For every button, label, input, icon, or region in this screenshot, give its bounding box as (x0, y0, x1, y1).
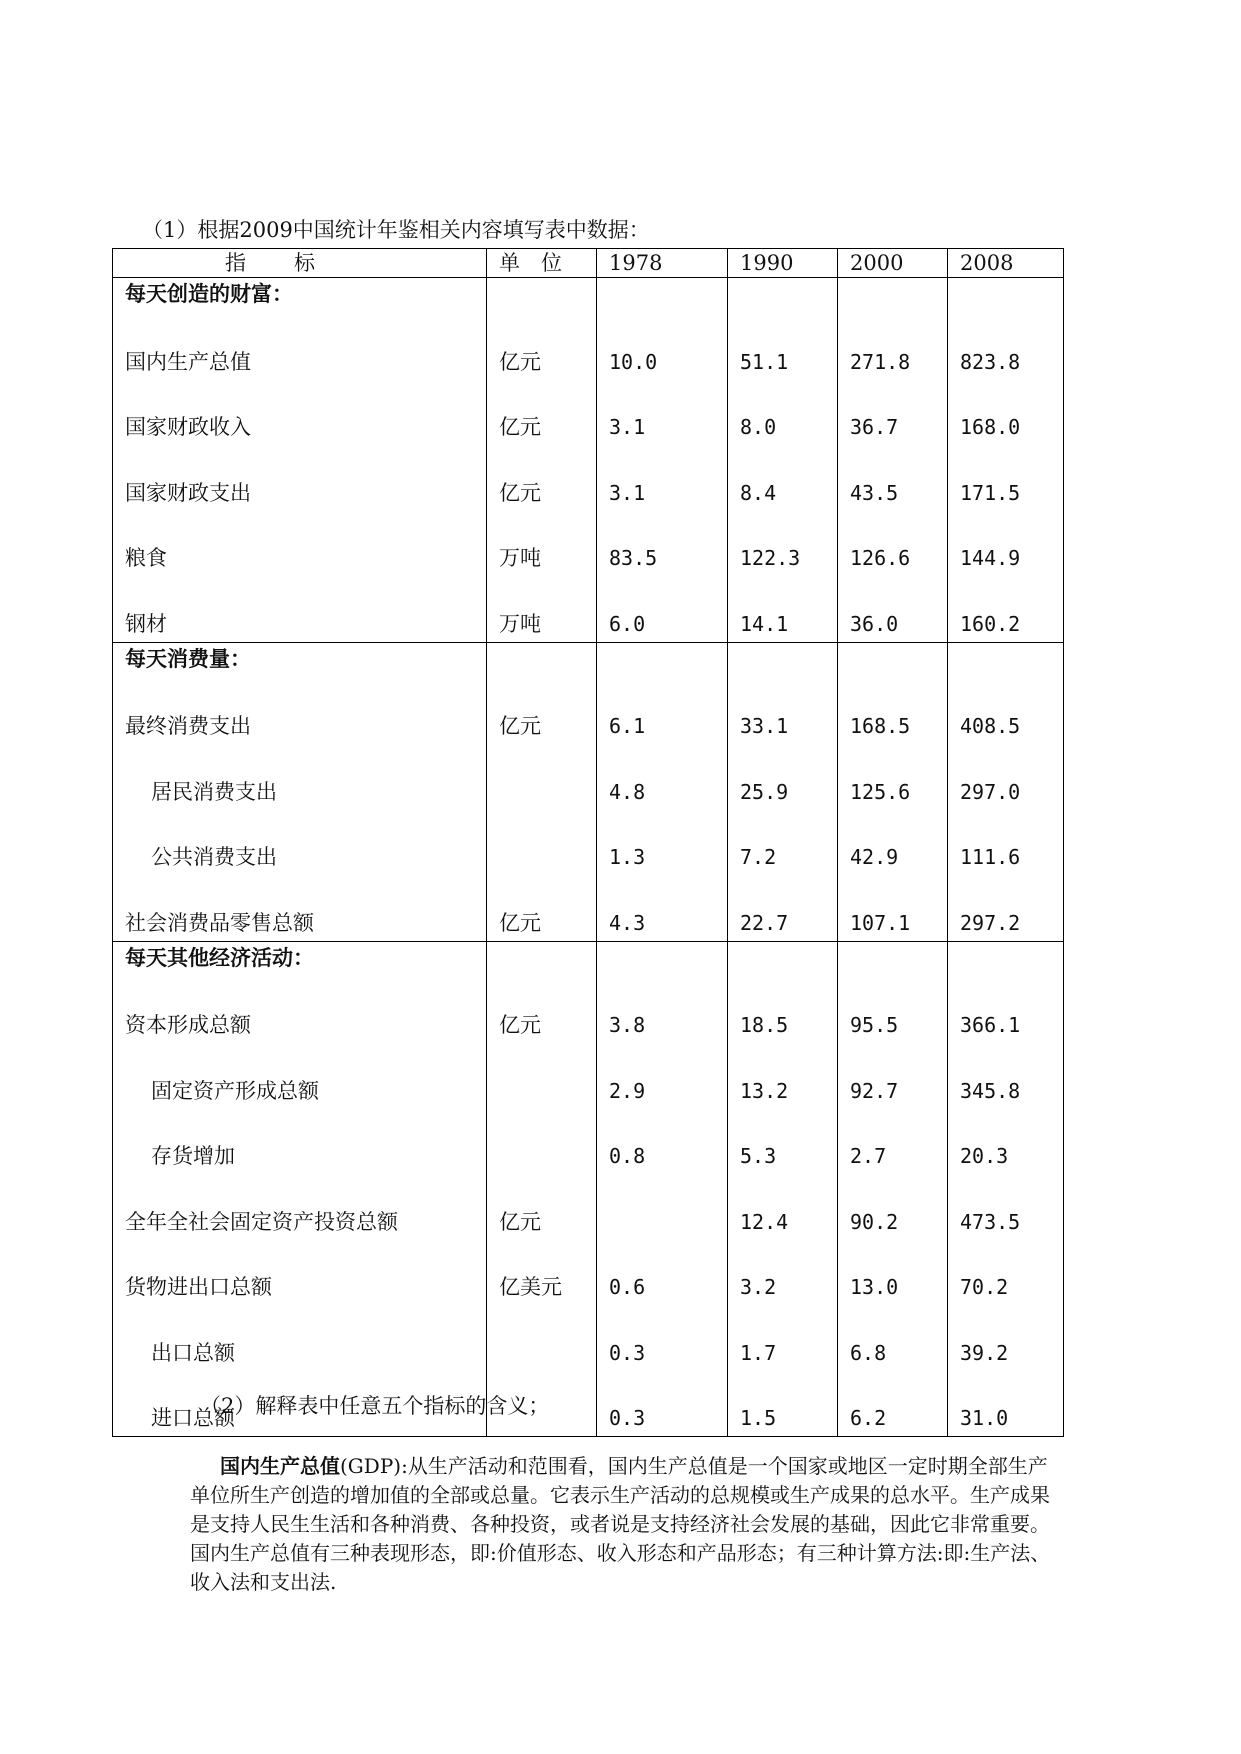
value-cell: 408.5 (948, 679, 1064, 745)
unit-cell (487, 1305, 597, 1371)
empty-cell (597, 941, 728, 978)
value-cell: 4.8 (597, 744, 728, 810)
table-row (113, 511, 1064, 577)
value-cell: 42.9 (838, 810, 948, 876)
value-cell: 13.2 (728, 1043, 838, 1109)
unit-cell (487, 810, 597, 876)
unit-cell: 亿元 (487, 978, 597, 1044)
question-2-text: （2）解释表中任意五个指标的含义； (200, 1394, 550, 1418)
value-cell: 345.8 (948, 1043, 1064, 1109)
value-cell: 7.2 (728, 810, 838, 876)
value-cell: 6.2 (838, 1371, 948, 1437)
table-row (113, 1109, 1064, 1175)
value-cell: 95.5 (838, 978, 948, 1044)
section-header-row (113, 278, 1064, 315)
table-row (113, 576, 1064, 642)
empty-cell (948, 642, 1064, 679)
value-cell: 823.8 (948, 314, 1064, 380)
value-cell: 3.1 (597, 445, 728, 511)
unit-cell: 万吨 (487, 576, 597, 642)
value-cell: 83.5 (597, 511, 728, 577)
value-cell: 171.5 (948, 445, 1064, 511)
value-cell: 2.7 (838, 1109, 948, 1175)
value-cell: 12.4 (728, 1174, 838, 1240)
empty-cell (487, 278, 597, 315)
value-cell: 1.7 (728, 1305, 838, 1371)
unit-cell (487, 744, 597, 810)
header-indicator: 指 标 (113, 249, 487, 278)
value-cell: 3.2 (728, 1240, 838, 1306)
table-row (113, 978, 1064, 1044)
header-year: 2000 (838, 249, 948, 278)
empty-cell (948, 941, 1064, 978)
section-header-row (113, 941, 1064, 978)
value-cell: 13.0 (838, 1240, 948, 1306)
empty-cell (838, 278, 948, 315)
empty-cell (948, 278, 1064, 315)
value-cell: 297.0 (948, 744, 1064, 810)
header-year: 1990 (728, 249, 838, 278)
table-row (113, 380, 1064, 446)
unit-cell: 亿元 (487, 875, 597, 941)
value-cell: 1.3 (597, 810, 728, 876)
gdp-term: 国内生产总值 (220, 1454, 340, 1478)
empty-cell (728, 642, 838, 679)
unit-cell (487, 1109, 597, 1175)
value-cell: 25.9 (728, 744, 838, 810)
indicator-name: 出口总额 (113, 1305, 487, 1371)
empty-cell (597, 278, 728, 315)
header-year: 1978 (597, 249, 728, 278)
value-cell: 33.1 (728, 679, 838, 745)
table-row (113, 875, 1064, 941)
empty-cell (597, 642, 728, 679)
value-cell: 18.5 (728, 978, 838, 1044)
section-title: 每天消费量： (113, 642, 487, 679)
value-cell: 4.3 (597, 875, 728, 941)
empty-cell (487, 941, 597, 978)
value-cell: 271.8 (838, 314, 948, 380)
value-cell: 14.1 (728, 576, 838, 642)
value-cell: 43.5 (838, 445, 948, 511)
value-cell: 473.5 (948, 1174, 1064, 1240)
question-1-text: （1）根据2009中国统计年鉴相关内容填写表中数据： (142, 218, 650, 242)
value-cell: 8.0 (728, 380, 838, 446)
unit-cell: 亿元 (487, 314, 597, 380)
indicator-name: 国家财政支出 (113, 445, 487, 511)
unit-cell: 亿元 (487, 380, 597, 446)
value-cell: 0.3 (597, 1371, 728, 1437)
header-unit: 单 位 (487, 249, 597, 278)
table-header-row (113, 249, 1064, 278)
table-row (113, 445, 1064, 511)
indicator-name: 货物进出口总额 (113, 1240, 487, 1306)
indicator-name: 固定资产形成总额 (113, 1043, 487, 1109)
value-cell: 92.7 (838, 1043, 948, 1109)
indicator-name: 粮食 (113, 511, 487, 577)
value-cell: 51.1 (728, 314, 838, 380)
value-cell: 0.3 (597, 1305, 728, 1371)
value-cell: 1.5 (728, 1371, 838, 1437)
value-cell: 90.2 (838, 1174, 948, 1240)
section-title: 每天其他经济活动： (113, 941, 487, 978)
unit-cell: 万吨 (487, 511, 597, 577)
unit-cell: 亿元 (487, 679, 597, 745)
value-cell: 36.0 (838, 576, 948, 642)
value-cell: 5.3 (728, 1109, 838, 1175)
value-cell: 0.8 (597, 1109, 728, 1175)
gdp-definition-body: (GDP):从生产活动和范围看，国内生产总值是一个国家或地区一定时期全部生产单位所生产创造的增加值的全部或总量。它表示生产活动的总规模或生产成果的总水平。生产成果是支持人民生生活和各种消费、各种投资，或者说是支持经济社会发展的基础，因此它非常重要。国内生产总值有三种表现形态，即:价值形态、收入形态和产品形态；有三种计算方法:即:生产法、收入法和支出法. (190, 1454, 1051, 1594)
value-cell: 20.3 (948, 1109, 1064, 1175)
value-cell (597, 1174, 728, 1240)
indicator-name: 居民消费支出 (113, 744, 487, 810)
unit-cell (487, 1043, 597, 1109)
value-cell: 366.1 (948, 978, 1064, 1044)
value-cell: 31.0 (948, 1371, 1064, 1437)
table-row (113, 810, 1064, 876)
indicator-name: 全年全社会固定资产投资总额 (113, 1174, 487, 1240)
indicator-name: 国家财政收入 (113, 380, 487, 446)
empty-cell (728, 278, 838, 315)
value-cell: 297.2 (948, 875, 1064, 941)
empty-cell (838, 941, 948, 978)
section-header-row (113, 642, 1064, 679)
table-row (113, 1174, 1064, 1240)
value-cell: 160.2 (948, 576, 1064, 642)
indicator-name: 存货增加 (113, 1109, 487, 1175)
indicator-name: 钢材 (113, 576, 487, 642)
empty-cell (728, 941, 838, 978)
unit-cell: 亿元 (487, 1174, 597, 1240)
header-year: 2008 (948, 249, 1064, 278)
value-cell: 111.6 (948, 810, 1064, 876)
indicator-name: 社会消费品零售总额 (113, 875, 487, 941)
value-cell: 36.7 (838, 380, 948, 446)
value-cell: 168.5 (838, 679, 948, 745)
table-row (113, 314, 1064, 380)
statistics-table (112, 248, 1064, 1437)
unit-cell: 亿美元 (487, 1240, 597, 1306)
empty-cell (487, 642, 597, 679)
value-cell: 144.9 (948, 511, 1064, 577)
value-cell: 70.2 (948, 1240, 1064, 1306)
value-cell: 10.0 (597, 314, 728, 380)
table-row (113, 1305, 1064, 1371)
table-row (113, 679, 1064, 745)
value-cell: 0.6 (597, 1240, 728, 1306)
empty-cell (838, 642, 948, 679)
table-row (113, 1240, 1064, 1306)
value-cell: 107.1 (838, 875, 948, 941)
value-cell: 6.8 (838, 1305, 948, 1371)
table-row (113, 744, 1064, 810)
section-title: 每天创造的财富： (113, 278, 487, 315)
value-cell: 168.0 (948, 380, 1064, 446)
value-cell: 6.1 (597, 679, 728, 745)
indicator-name: 国内生产总值 (113, 314, 487, 380)
value-cell: 6.0 (597, 576, 728, 642)
value-cell: 3.8 (597, 978, 728, 1044)
unit-cell: 亿元 (487, 445, 597, 511)
indicator-name: 资本形成总额 (113, 978, 487, 1044)
gdp-definition-paragraph (190, 1452, 1060, 1597)
value-cell: 22.7 (728, 875, 838, 941)
indicator-name: 最终消费支出 (113, 679, 487, 745)
value-cell: 2.9 (597, 1043, 728, 1109)
table-row (113, 1043, 1064, 1109)
value-cell: 3.1 (597, 380, 728, 446)
value-cell: 8.4 (728, 445, 838, 511)
value-cell: 39.2 (948, 1305, 1064, 1371)
value-cell: 122.3 (728, 511, 838, 577)
value-cell: 126.6 (838, 511, 948, 577)
indicator-name: 公共消费支出 (113, 810, 487, 876)
value-cell: 125.6 (838, 744, 948, 810)
indicator-name: 进口总额 (113, 1371, 487, 1437)
